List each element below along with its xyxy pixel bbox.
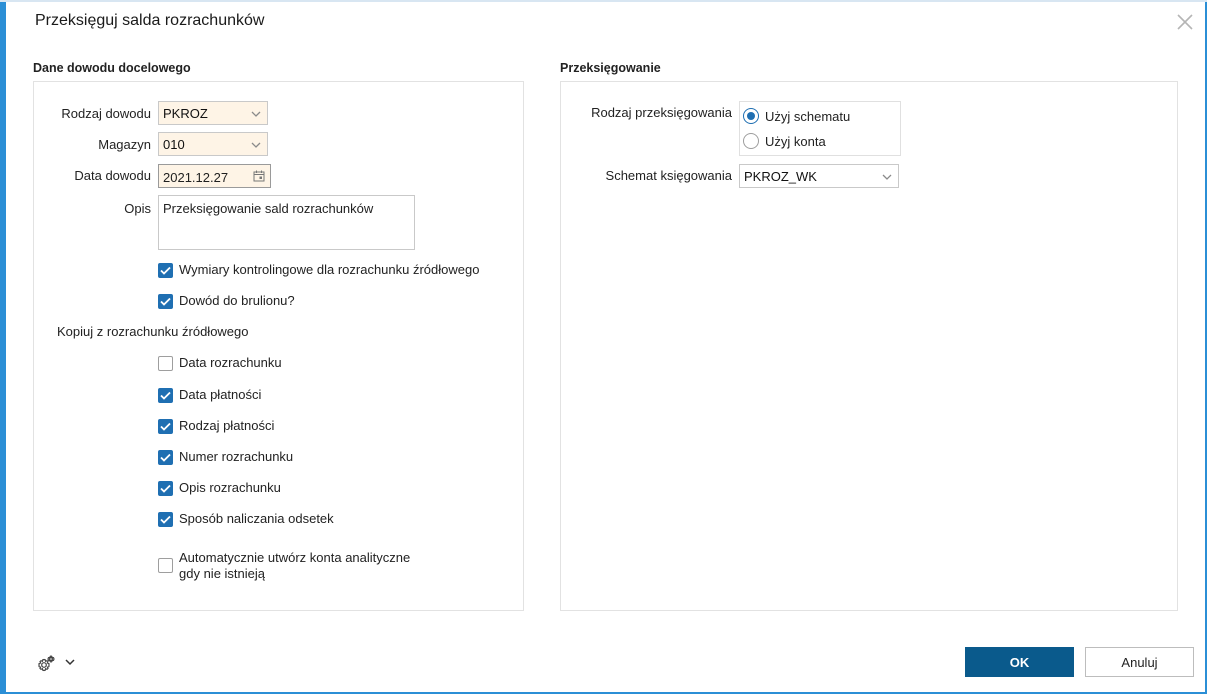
- check-label-line2: gdy nie istnieją: [179, 566, 265, 581]
- checkbox-checked-icon[interactable]: [158, 263, 173, 278]
- panel-przeksiegowanie: [560, 81, 1178, 611]
- checkbox-checked-icon[interactable]: [158, 450, 173, 465]
- kopiuj-section-label: Kopiuj z rozrachunku źródłowego: [57, 324, 249, 339]
- opis-textarea[interactable]: Przeksięgowanie sald rozrachunków: [158, 195, 415, 250]
- calendar-icon[interactable]: [253, 170, 265, 182]
- check-data-platnosci[interactable]: [158, 387, 261, 403]
- settings-gear-icon[interactable]: [36, 654, 56, 674]
- check-dowod-do-brulionu[interactable]: [158, 293, 295, 309]
- schemat-ksiegowania-label: Schemat księgowania: [605, 168, 732, 183]
- check-label: Numer rozrachunku: [179, 449, 294, 464]
- opis-label: Opis: [124, 201, 151, 216]
- panel-dane-dowodu: [33, 81, 524, 611]
- magazyn-select[interactable]: [158, 132, 268, 156]
- check-opis-rozrachunku[interactable]: [158, 480, 281, 496]
- check-data-rozrachunku[interactable]: [158, 355, 282, 371]
- close-icon[interactable]: [1174, 11, 1196, 33]
- chevron-down-icon: [882, 173, 892, 181]
- check-automatycznie-utworz-konta[interactable]: [158, 550, 410, 582]
- check-label: Sposób naliczania odsetek: [179, 511, 334, 526]
- checkbox-checked-icon[interactable]: [158, 294, 173, 309]
- chevron-down-icon: [251, 141, 261, 149]
- section-title-dane-dowodu: Dane dowodu docelowego: [33, 61, 191, 75]
- schemat-ksiegowania-value: PKROZ_WK: [744, 169, 817, 184]
- check-label: Rodzaj płatności: [179, 418, 275, 433]
- check-label: Data płatności: [179, 387, 262, 402]
- radio-unselected-icon[interactable]: [743, 133, 759, 149]
- check-label-line1: Automatycznie utwórz konta analityczne: [179, 550, 411, 565]
- radio-label: Użyj schematu: [765, 108, 851, 124]
- radio-selected-icon[interactable]: [743, 108, 759, 124]
- check-label: Wymiary kontrolingowe dla rozrachunku źródłowego: [179, 262, 480, 277]
- rodzaj-dowodu-value: PKROZ: [163, 106, 208, 121]
- rodzaj-dowodu-select[interactable]: [158, 101, 268, 125]
- rodzaj-przeksiegowania-label: Rodzaj przeksięgowania: [591, 105, 732, 120]
- radio-uzyj-konta[interactable]: [743, 133, 826, 149]
- window-frame-left: [0, 0, 6, 694]
- chevron-down-icon[interactable]: [64, 657, 76, 667]
- checkbox-checked-icon[interactable]: [158, 419, 173, 434]
- section-title-przeksiegowanie: Przeksięgowanie: [560, 61, 661, 75]
- schemat-ksiegowania-select[interactable]: [739, 164, 899, 188]
- data-dowodu-value: 2021.12.27: [163, 170, 229, 185]
- checkbox-unchecked-icon[interactable]: [158, 356, 173, 371]
- data-dowodu-input[interactable]: [158, 164, 271, 188]
- check-label: Dowód do brulionu?: [179, 293, 295, 308]
- check-sposob-naliczania-odsetek[interactable]: [158, 511, 334, 527]
- checkbox-unchecked-icon[interactable]: [158, 558, 173, 573]
- radio-label: Użyj konta: [765, 133, 826, 149]
- check-label-multiline: [179, 550, 410, 582]
- check-rodzaj-platnosci[interactable]: [158, 418, 274, 434]
- window-frame-top: [0, 0, 1207, 2]
- check-numer-rozrachunku[interactable]: [158, 449, 293, 465]
- ok-button[interactable]: OK: [965, 647, 1074, 677]
- chevron-down-icon: [251, 110, 261, 118]
- check-wymiary-kontrolingowe[interactable]: [158, 262, 479, 278]
- rodzaj-dowodu-label: Rodzaj dowodu: [61, 106, 151, 121]
- radio-uzyj-schematu[interactable]: [743, 108, 850, 124]
- magazyn-label: Magazyn: [98, 137, 151, 152]
- checkbox-checked-icon[interactable]: [158, 481, 173, 496]
- checkbox-checked-icon[interactable]: [158, 388, 173, 403]
- dialog-title: Przeksięguj salda rozrachunków: [35, 12, 265, 29]
- check-label: Opis rozrachunku: [179, 480, 281, 495]
- checkbox-checked-icon[interactable]: [158, 512, 173, 527]
- check-label: Data rozrachunku: [179, 355, 282, 370]
- data-dowodu-label: Data dowodu: [74, 168, 151, 183]
- cancel-button[interactable]: Anuluj: [1085, 647, 1194, 677]
- magazyn-value: 010: [163, 137, 185, 152]
